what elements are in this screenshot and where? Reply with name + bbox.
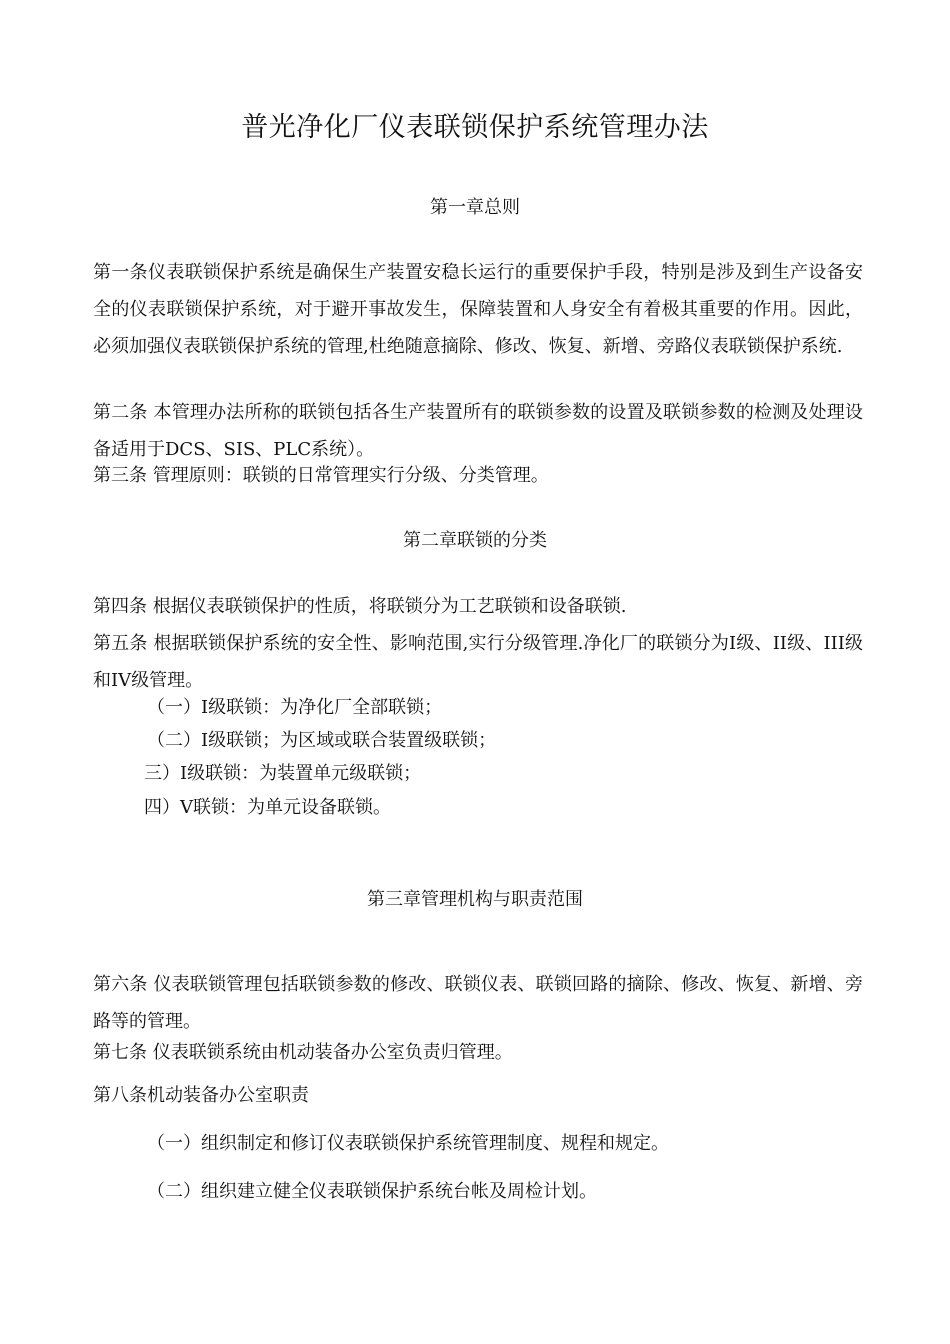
article-5: 第五条 根据联锁保护系统的安全性、影响范围,实行分级管理.净化厂的联锁分为I级、II级、III级和IV级管理。 [93,633,863,691]
article-2: 第二条 本管理办法所称的联锁包括各生产装置所有的联锁参数的设置及联锁参数的检测及处理设备适用于DCS、SIS、PLC系统）。 [93,402,863,460]
classification-item-3: 三）I级联锁：为装置单元级联锁； [144,763,422,784]
article-8: 第八条机动装备办公室职责 [93,1085,309,1106]
article-7: 第七条 仪表联锁系统由机动装备办公室负责归管理。 [93,1042,513,1063]
classification-item-4: 四）V联锁：为单元设备联锁。 [144,797,391,818]
classification-item-1: （一）I级联锁：为净化厂全部联锁； [147,697,443,718]
article-3: 第三条 管理原则：联锁的日常管理实行分级、分类管理。 [93,465,549,486]
article-1: 第一条仪表联锁保护系统是确保生产装置安稳长运行的重要保护手段，特别是涉及到生产设备安全的仪表联锁保护系统，对于避开事故发生，保障装置和人身安全有着极其重要的作用。因此，必须加强仪表联锁保护系统的管理,杜绝随意摘除、修改、恢复、新增、旁路仪表联锁保护系统. [93,262,863,357]
document-title: 普光净化厂仪表联锁保护系统管理办法 [241,112,709,143]
duty-item-1: （一）组织制定和修订仪表联锁保护系统管理制度、规程和规定。 [147,1133,669,1154]
duty-item-2: （二）组织建立健全仪表联锁保护系统台帐及周检计划。 [147,1181,597,1202]
chapter-3-heading: 第三章管理机构与职责范围 [367,889,583,910]
classification-item-2: （二）I级联锁；为区域或联合装置级联锁； [147,730,497,751]
article-6: 第六条 仪表联锁管理包括联锁参数的修改、联锁仪表、联锁回路的摘除、修改、恢复、新增、旁路等的管理。 [93,974,863,1032]
chapter-2-heading: 第二章联锁的分类 [403,530,547,551]
chapter-1-heading: 第一章总则 [430,197,520,218]
article-4: 第四条 根据仪表联锁保护的性质，将联锁分为工艺联锁和设备联锁. [93,596,627,617]
